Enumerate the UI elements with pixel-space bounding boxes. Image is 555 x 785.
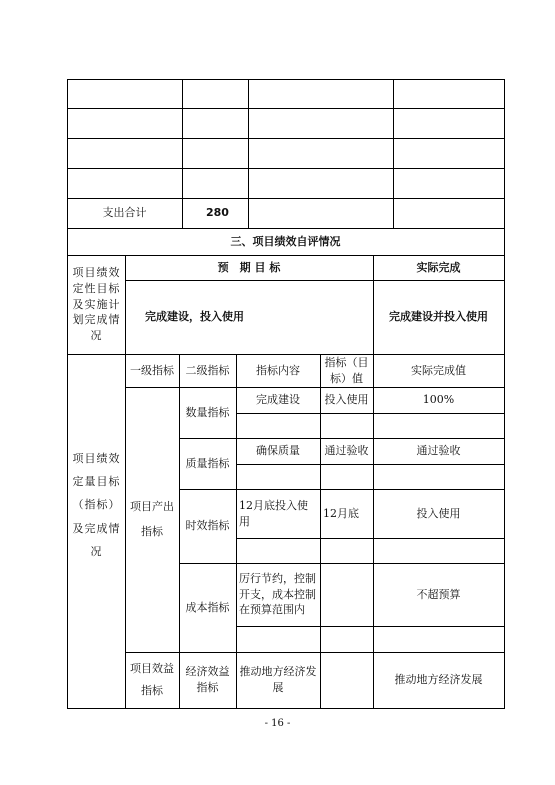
expected-text: 完成建设，投入使用: [145, 310, 244, 324]
table-rule: [67, 138, 504, 139]
table-rule: [236, 413, 504, 414]
header-level2: 二级指标: [185, 363, 230, 377]
page-number: - 16 -: [264, 718, 291, 729]
table-border-left: [67, 79, 68, 709]
table-bottom: [67, 708, 504, 709]
header-value: 指标（目标）值: [324, 355, 369, 385]
cost-value: [320, 563, 373, 626]
economic-value: [320, 652, 373, 708]
table-border-right: [504, 79, 505, 709]
table-rule: [67, 79, 504, 80]
quantity-level2: 数量指标: [185, 405, 230, 419]
quality-level2: 质量指标: [185, 456, 230, 470]
quantity-actual: 100%: [422, 393, 455, 407]
table-rule: [67, 108, 504, 109]
timeliness-level2: 时效指标: [185, 519, 230, 533]
header-content: 指标内容: [256, 363, 300, 377]
section-title: 三、项目绩效自评情况: [230, 234, 341, 248]
total-value: 280: [206, 206, 229, 220]
timeliness-content: 12月底投入使用: [239, 498, 308, 528]
table-rule: [236, 626, 504, 627]
table-rule: [125, 354, 126, 709]
header-actual: 实际完成值: [411, 363, 466, 377]
header-level1: 一级指标: [130, 363, 174, 377]
quality-value: 通过验收: [324, 444, 369, 458]
table-rule: [248, 79, 249, 228]
table-rule: [236, 538, 504, 539]
timeliness-value: 12月底: [323, 506, 359, 520]
cost-content: 厉行节约，控制开支，成本控制在预算范围内: [239, 571, 316, 617]
economic-level2: 经济效益指标: [185, 665, 230, 694]
quality-content: 确保质量: [256, 444, 300, 458]
timeliness-actual: 投入使用: [416, 506, 461, 520]
actual-text: 完成建设并投入使用: [389, 310, 488, 324]
total-label: 支出合计: [102, 206, 147, 220]
cost-level2: 成本指标: [185, 600, 230, 614]
quantity-value: 投入使用: [324, 393, 369, 407]
qualitative-row-label: 项目绩效定性目标及实施计划完成情况: [72, 265, 121, 343]
quantity-content: 完成建设: [256, 393, 300, 407]
actual-header: 实际完成: [416, 260, 461, 274]
economic-actual: 推动地方经济发展: [394, 673, 483, 687]
table-rule: [67, 168, 504, 169]
economic-content: 推动地方经济发展: [239, 665, 317, 694]
expected-header: 预 期 目 标: [217, 260, 281, 274]
cost-actual: 不超预算: [416, 587, 461, 601]
level1-benefit: 项目效益指标: [130, 662, 174, 697]
quality-actual: 通过验收: [416, 444, 461, 458]
quantitative-row-label: 项目绩效定量目标（指标）及完成情况: [72, 452, 121, 558]
table-rule: [393, 79, 394, 228]
level1-output: 项目产出指标: [130, 500, 174, 538]
table-rule: [236, 464, 504, 465]
